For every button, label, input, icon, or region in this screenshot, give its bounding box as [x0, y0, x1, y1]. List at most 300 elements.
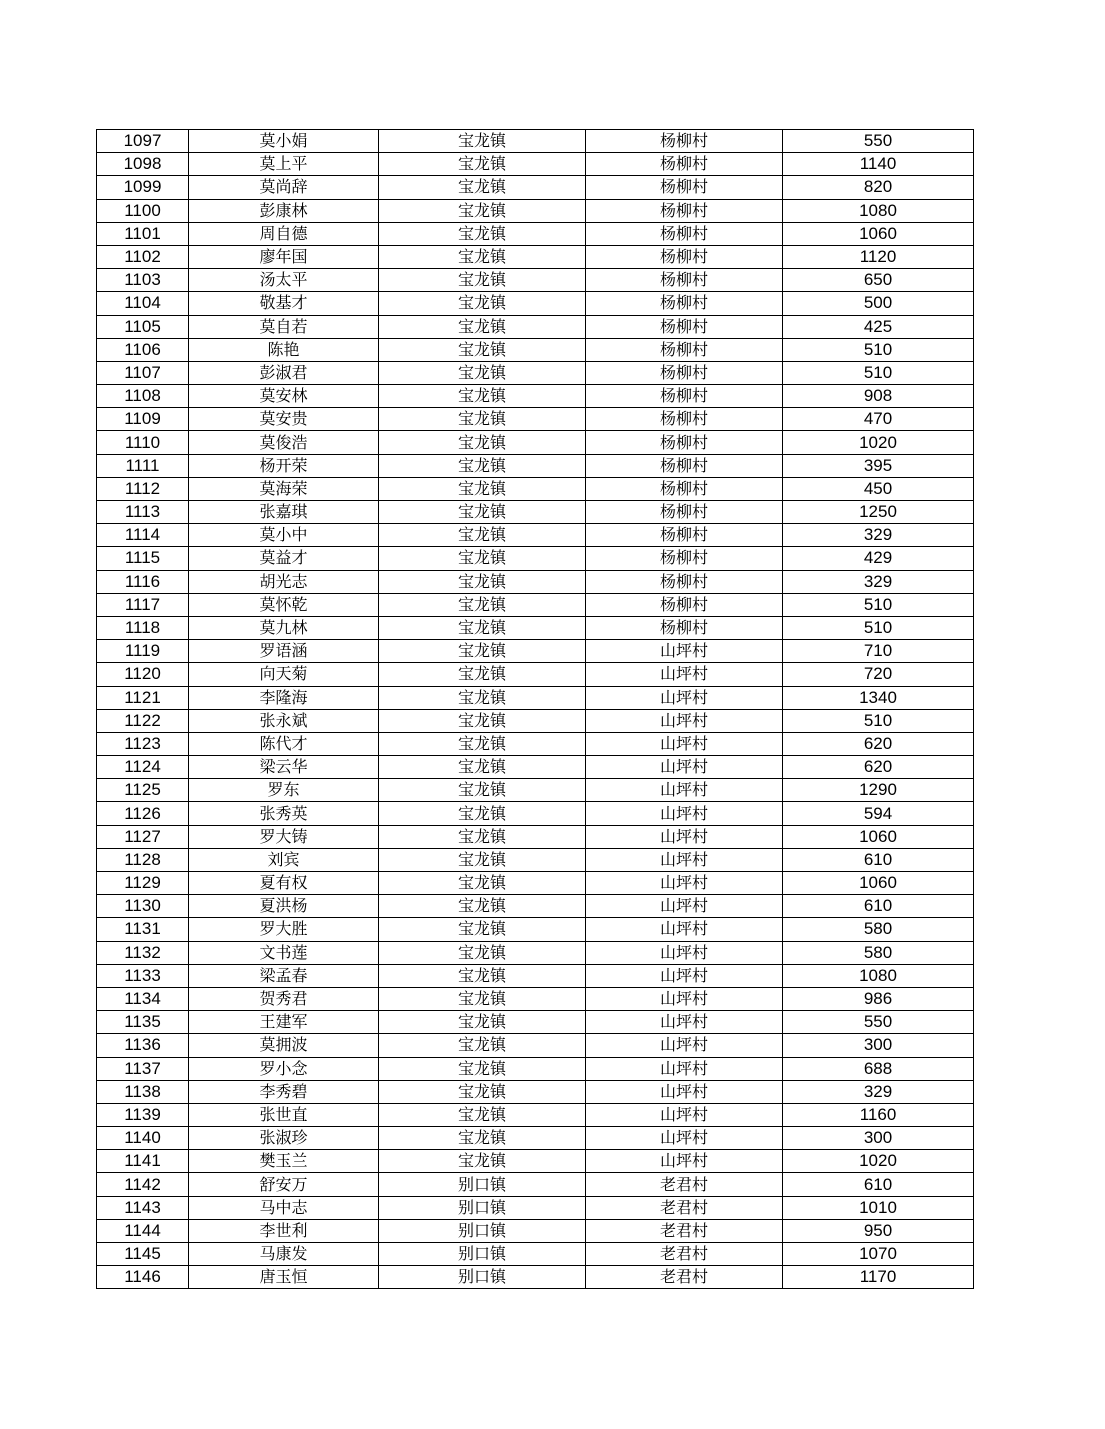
row-number-cell: 1103	[97, 269, 189, 292]
village-cell: 老君村	[586, 1196, 783, 1219]
table-row	[97, 732, 974, 755]
town-cell: 宝龙镇	[379, 361, 586, 384]
row-number-cell: 1107	[97, 361, 189, 384]
table-row	[97, 802, 974, 825]
amount-cell: 1060	[783, 872, 974, 895]
name-cell: 周自德	[189, 222, 379, 245]
town-cell: 宝龙镇	[379, 269, 586, 292]
amount-cell: 510	[783, 709, 974, 732]
amount-cell: 510	[783, 361, 974, 384]
name-cell: 樊玉兰	[189, 1150, 379, 1173]
town-cell: 宝龙镇	[379, 640, 586, 663]
table-row	[97, 825, 974, 848]
amount-cell: 329	[783, 524, 974, 547]
village-cell: 山坪村	[586, 872, 783, 895]
name-cell: 莫小中	[189, 524, 379, 547]
table-row	[97, 477, 974, 500]
table-row	[97, 130, 974, 153]
row-number-cell: 1127	[97, 825, 189, 848]
name-cell: 罗东	[189, 779, 379, 802]
name-cell: 张秀英	[189, 802, 379, 825]
name-cell: 张世直	[189, 1103, 379, 1126]
row-number-cell: 1140	[97, 1127, 189, 1150]
village-cell: 山坪村	[586, 1127, 783, 1150]
name-cell: 汤太平	[189, 269, 379, 292]
village-cell: 山坪村	[586, 1057, 783, 1080]
town-cell: 宝龙镇	[379, 130, 586, 153]
name-cell: 夏洪杨	[189, 895, 379, 918]
village-cell: 杨柳村	[586, 153, 783, 176]
row-number-cell: 1110	[97, 431, 189, 454]
amount-cell: 908	[783, 385, 974, 408]
name-cell: 李世利	[189, 1219, 379, 1242]
village-cell: 杨柳村	[586, 269, 783, 292]
town-cell: 宝龙镇	[379, 593, 586, 616]
table-row	[97, 153, 974, 176]
name-cell: 莫自若	[189, 315, 379, 338]
row-number-cell: 1118	[97, 616, 189, 639]
row-number-cell: 1123	[97, 732, 189, 755]
village-cell: 山坪村	[586, 663, 783, 686]
name-cell: 莫尚辞	[189, 176, 379, 199]
village-cell: 山坪村	[586, 918, 783, 941]
table-row	[97, 941, 974, 964]
town-cell: 别口镇	[379, 1266, 586, 1289]
town-cell: 宝龙镇	[379, 987, 586, 1010]
village-cell: 杨柳村	[586, 130, 783, 153]
table-row	[97, 338, 974, 361]
town-cell: 别口镇	[379, 1173, 586, 1196]
row-number-cell: 1131	[97, 918, 189, 941]
village-cell: 杨柳村	[586, 454, 783, 477]
village-cell: 杨柳村	[586, 199, 783, 222]
amount-cell: 1060	[783, 825, 974, 848]
town-cell: 宝龙镇	[379, 547, 586, 570]
row-number-cell: 1120	[97, 663, 189, 686]
village-cell: 杨柳村	[586, 547, 783, 570]
amount-cell: 1290	[783, 779, 974, 802]
amount-cell: 620	[783, 732, 974, 755]
town-cell: 宝龙镇	[379, 895, 586, 918]
table-row	[97, 1127, 974, 1150]
row-number-cell: 1143	[97, 1196, 189, 1219]
table-row	[97, 454, 974, 477]
village-cell: 山坪村	[586, 709, 783, 732]
row-number-cell: 1136	[97, 1034, 189, 1057]
village-cell: 杨柳村	[586, 524, 783, 547]
name-cell: 梁云华	[189, 756, 379, 779]
table-row	[97, 1243, 974, 1266]
village-cell: 山坪村	[586, 756, 783, 779]
amount-cell: 300	[783, 1127, 974, 1150]
village-cell: 老君村	[586, 1173, 783, 1196]
name-cell: 舒安万	[189, 1173, 379, 1196]
village-cell: 杨柳村	[586, 315, 783, 338]
name-cell: 莫怀乾	[189, 593, 379, 616]
town-cell: 宝龙镇	[379, 1103, 586, 1126]
name-cell: 彭淑君	[189, 361, 379, 384]
amount-cell: 1080	[783, 964, 974, 987]
row-number-cell: 1124	[97, 756, 189, 779]
data-table	[96, 129, 974, 1289]
village-cell: 山坪村	[586, 732, 783, 755]
amount-cell: 450	[783, 477, 974, 500]
town-cell: 宝龙镇	[379, 153, 586, 176]
town-cell: 别口镇	[379, 1219, 586, 1242]
name-cell: 刘宾	[189, 848, 379, 871]
town-cell: 宝龙镇	[379, 802, 586, 825]
village-cell: 山坪村	[586, 964, 783, 987]
row-number-cell: 1137	[97, 1057, 189, 1080]
town-cell: 宝龙镇	[379, 385, 586, 408]
village-cell: 杨柳村	[586, 408, 783, 431]
amount-cell: 820	[783, 176, 974, 199]
name-cell: 罗大铸	[189, 825, 379, 848]
name-cell: 马康发	[189, 1243, 379, 1266]
village-cell: 老君村	[586, 1219, 783, 1242]
row-number-cell: 1145	[97, 1243, 189, 1266]
amount-cell: 329	[783, 1080, 974, 1103]
name-cell: 陈代才	[189, 732, 379, 755]
village-cell: 山坪村	[586, 1011, 783, 1034]
village-cell: 山坪村	[586, 825, 783, 848]
amount-cell: 1060	[783, 222, 974, 245]
table-row	[97, 1219, 974, 1242]
name-cell: 莫上平	[189, 153, 379, 176]
row-number-cell: 1111	[97, 454, 189, 477]
name-cell: 向天菊	[189, 663, 379, 686]
town-cell: 宝龙镇	[379, 1011, 586, 1034]
amount-cell: 300	[783, 1034, 974, 1057]
amount-cell: 510	[783, 338, 974, 361]
amount-cell: 470	[783, 408, 974, 431]
town-cell: 宝龙镇	[379, 964, 586, 987]
row-number-cell: 1106	[97, 338, 189, 361]
town-cell: 宝龙镇	[379, 501, 586, 524]
table-row	[97, 1150, 974, 1173]
name-cell: 陈艳	[189, 338, 379, 361]
table-row	[97, 1034, 974, 1057]
town-cell: 宝龙镇	[379, 454, 586, 477]
town-cell: 宝龙镇	[379, 663, 586, 686]
village-cell: 老君村	[586, 1266, 783, 1289]
village-cell: 杨柳村	[586, 222, 783, 245]
amount-cell: 500	[783, 292, 974, 315]
name-cell: 莫拥波	[189, 1034, 379, 1057]
name-cell: 莫安林	[189, 385, 379, 408]
table-row	[97, 616, 974, 639]
row-number-cell: 1112	[97, 477, 189, 500]
table-row	[97, 848, 974, 871]
row-number-cell: 1100	[97, 199, 189, 222]
row-number-cell: 1142	[97, 1173, 189, 1196]
row-number-cell: 1119	[97, 640, 189, 663]
table-row	[97, 570, 974, 593]
village-cell: 杨柳村	[586, 176, 783, 199]
row-number-cell: 1115	[97, 547, 189, 570]
name-cell: 李秀碧	[189, 1080, 379, 1103]
row-number-cell: 1132	[97, 941, 189, 964]
name-cell: 贺秀君	[189, 987, 379, 1010]
amount-cell: 1250	[783, 501, 974, 524]
village-cell: 杨柳村	[586, 593, 783, 616]
table-row	[97, 547, 974, 570]
amount-cell: 1160	[783, 1103, 974, 1126]
name-cell: 马中志	[189, 1196, 379, 1219]
row-number-cell: 1116	[97, 570, 189, 593]
row-number-cell: 1138	[97, 1080, 189, 1103]
table-row	[97, 1057, 974, 1080]
row-number-cell: 1141	[97, 1150, 189, 1173]
amount-cell: 550	[783, 1011, 974, 1034]
amount-cell: 688	[783, 1057, 974, 1080]
name-cell: 张嘉琪	[189, 501, 379, 524]
amount-cell: 1340	[783, 686, 974, 709]
name-cell: 彭康林	[189, 199, 379, 222]
amount-cell: 720	[783, 663, 974, 686]
row-number-cell: 1125	[97, 779, 189, 802]
name-cell: 李隆海	[189, 686, 379, 709]
table-row	[97, 199, 974, 222]
table-row	[97, 756, 974, 779]
town-cell: 宝龙镇	[379, 199, 586, 222]
name-cell: 莫益才	[189, 547, 379, 570]
town-cell: 宝龙镇	[379, 732, 586, 755]
town-cell: 宝龙镇	[379, 1057, 586, 1080]
table-row	[97, 222, 974, 245]
row-number-cell: 1134	[97, 987, 189, 1010]
amount-cell: 395	[783, 454, 974, 477]
table-row	[97, 431, 974, 454]
table-row	[97, 964, 974, 987]
table-body	[97, 130, 974, 1289]
amount-cell: 594	[783, 802, 974, 825]
village-cell: 杨柳村	[586, 245, 783, 268]
table-row	[97, 501, 974, 524]
village-cell: 杨柳村	[586, 570, 783, 593]
row-number-cell: 1104	[97, 292, 189, 315]
table-row	[97, 663, 974, 686]
town-cell: 宝龙镇	[379, 1034, 586, 1057]
row-number-cell: 1117	[97, 593, 189, 616]
town-cell: 宝龙镇	[379, 1127, 586, 1150]
name-cell: 莫安贵	[189, 408, 379, 431]
table-row	[97, 1266, 974, 1289]
town-cell: 宝龙镇	[379, 338, 586, 361]
table-row	[97, 408, 974, 431]
amount-cell: 620	[783, 756, 974, 779]
town-cell: 宝龙镇	[379, 756, 586, 779]
town-cell: 宝龙镇	[379, 918, 586, 941]
table-row	[97, 1173, 974, 1196]
table-row	[97, 315, 974, 338]
town-cell: 宝龙镇	[379, 222, 586, 245]
name-cell: 莫九林	[189, 616, 379, 639]
village-cell: 山坪村	[586, 802, 783, 825]
table-row	[97, 987, 974, 1010]
amount-cell: 1080	[783, 199, 974, 222]
town-cell: 宝龙镇	[379, 431, 586, 454]
table-row	[97, 872, 974, 895]
name-cell: 胡光志	[189, 570, 379, 593]
amount-cell: 550	[783, 130, 974, 153]
table-row	[97, 292, 974, 315]
name-cell: 罗大胜	[189, 918, 379, 941]
row-number-cell: 1129	[97, 872, 189, 895]
table-row	[97, 385, 974, 408]
village-cell: 山坪村	[586, 686, 783, 709]
village-cell: 山坪村	[586, 640, 783, 663]
village-cell: 杨柳村	[586, 477, 783, 500]
amount-cell: 1020	[783, 1150, 974, 1173]
row-number-cell: 1126	[97, 802, 189, 825]
amount-cell: 710	[783, 640, 974, 663]
village-cell: 山坪村	[586, 987, 783, 1010]
name-cell: 莫海荣	[189, 477, 379, 500]
town-cell: 宝龙镇	[379, 292, 586, 315]
row-number-cell: 1133	[97, 964, 189, 987]
town-cell: 别口镇	[379, 1243, 586, 1266]
amount-cell: 429	[783, 547, 974, 570]
table-row	[97, 1011, 974, 1034]
town-cell: 宝龙镇	[379, 524, 586, 547]
town-cell: 宝龙镇	[379, 941, 586, 964]
name-cell: 夏有权	[189, 872, 379, 895]
village-cell: 杨柳村	[586, 616, 783, 639]
town-cell: 宝龙镇	[379, 477, 586, 500]
row-number-cell: 1105	[97, 315, 189, 338]
village-cell: 山坪村	[586, 1034, 783, 1057]
row-number-cell: 1099	[97, 176, 189, 199]
row-number-cell: 1130	[97, 895, 189, 918]
village-cell: 杨柳村	[586, 292, 783, 315]
town-cell: 宝龙镇	[379, 825, 586, 848]
amount-cell: 580	[783, 941, 974, 964]
town-cell: 别口镇	[379, 1196, 586, 1219]
village-cell: 山坪村	[586, 1080, 783, 1103]
row-number-cell: 1146	[97, 1266, 189, 1289]
row-number-cell: 1108	[97, 385, 189, 408]
amount-cell: 1140	[783, 153, 974, 176]
village-cell: 老君村	[586, 1243, 783, 1266]
row-number-cell: 1097	[97, 130, 189, 153]
name-cell: 罗小念	[189, 1057, 379, 1080]
amount-cell: 610	[783, 1173, 974, 1196]
amount-cell: 329	[783, 570, 974, 593]
table-row	[97, 918, 974, 941]
village-cell: 山坪村	[586, 941, 783, 964]
name-cell: 文书莲	[189, 941, 379, 964]
amount-cell: 1020	[783, 431, 974, 454]
row-number-cell: 1114	[97, 524, 189, 547]
name-cell: 敬基才	[189, 292, 379, 315]
name-cell: 莫小娟	[189, 130, 379, 153]
village-cell: 杨柳村	[586, 385, 783, 408]
table-row	[97, 524, 974, 547]
table-row	[97, 895, 974, 918]
amount-cell: 1010	[783, 1196, 974, 1219]
row-number-cell: 1101	[97, 222, 189, 245]
village-cell: 山坪村	[586, 779, 783, 802]
table-row	[97, 245, 974, 268]
town-cell: 宝龙镇	[379, 315, 586, 338]
name-cell: 王建军	[189, 1011, 379, 1034]
name-cell: 廖年国	[189, 245, 379, 268]
town-cell: 宝龙镇	[379, 1080, 586, 1103]
row-number-cell: 1122	[97, 709, 189, 732]
town-cell: 宝龙镇	[379, 616, 586, 639]
name-cell: 张永斌	[189, 709, 379, 732]
row-number-cell: 1121	[97, 686, 189, 709]
row-number-cell: 1128	[97, 848, 189, 871]
amount-cell: 986	[783, 987, 974, 1010]
amount-cell: 1070	[783, 1243, 974, 1266]
name-cell: 莫俊浩	[189, 431, 379, 454]
table-row	[97, 176, 974, 199]
town-cell: 宝龙镇	[379, 408, 586, 431]
amount-cell: 510	[783, 593, 974, 616]
row-number-cell: 1139	[97, 1103, 189, 1126]
name-cell: 杨开荣	[189, 454, 379, 477]
town-cell: 宝龙镇	[379, 570, 586, 593]
table-row	[97, 1080, 974, 1103]
table-row	[97, 361, 974, 384]
name-cell: 唐玉恒	[189, 1266, 379, 1289]
name-cell: 梁孟春	[189, 964, 379, 987]
name-cell: 张淑珍	[189, 1127, 379, 1150]
village-cell: 山坪村	[586, 1150, 783, 1173]
amount-cell: 1120	[783, 245, 974, 268]
name-cell: 罗语涵	[189, 640, 379, 663]
table-row	[97, 593, 974, 616]
amount-cell: 650	[783, 269, 974, 292]
table-row	[97, 1103, 974, 1126]
table-row	[97, 1196, 974, 1219]
table-row	[97, 779, 974, 802]
town-cell: 宝龙镇	[379, 848, 586, 871]
row-number-cell: 1113	[97, 501, 189, 524]
amount-cell: 425	[783, 315, 974, 338]
table-row	[97, 269, 974, 292]
table-row	[97, 640, 974, 663]
town-cell: 宝龙镇	[379, 1150, 586, 1173]
town-cell: 宝龙镇	[379, 245, 586, 268]
table-row	[97, 686, 974, 709]
amount-cell: 510	[783, 616, 974, 639]
town-cell: 宝龙镇	[379, 709, 586, 732]
town-cell: 宝龙镇	[379, 779, 586, 802]
amount-cell: 610	[783, 848, 974, 871]
amount-cell: 1170	[783, 1266, 974, 1289]
town-cell: 宝龙镇	[379, 176, 586, 199]
town-cell: 宝龙镇	[379, 686, 586, 709]
village-cell: 杨柳村	[586, 338, 783, 361]
row-number-cell: 1098	[97, 153, 189, 176]
village-cell: 山坪村	[586, 1103, 783, 1126]
row-number-cell: 1135	[97, 1011, 189, 1034]
amount-cell: 610	[783, 895, 974, 918]
row-number-cell: 1109	[97, 408, 189, 431]
village-cell: 山坪村	[586, 895, 783, 918]
amount-cell: 950	[783, 1219, 974, 1242]
village-cell: 杨柳村	[586, 501, 783, 524]
table-row	[97, 709, 974, 732]
row-number-cell: 1102	[97, 245, 189, 268]
row-number-cell: 1144	[97, 1219, 189, 1242]
village-cell: 山坪村	[586, 848, 783, 871]
village-cell: 杨柳村	[586, 361, 783, 384]
amount-cell: 580	[783, 918, 974, 941]
